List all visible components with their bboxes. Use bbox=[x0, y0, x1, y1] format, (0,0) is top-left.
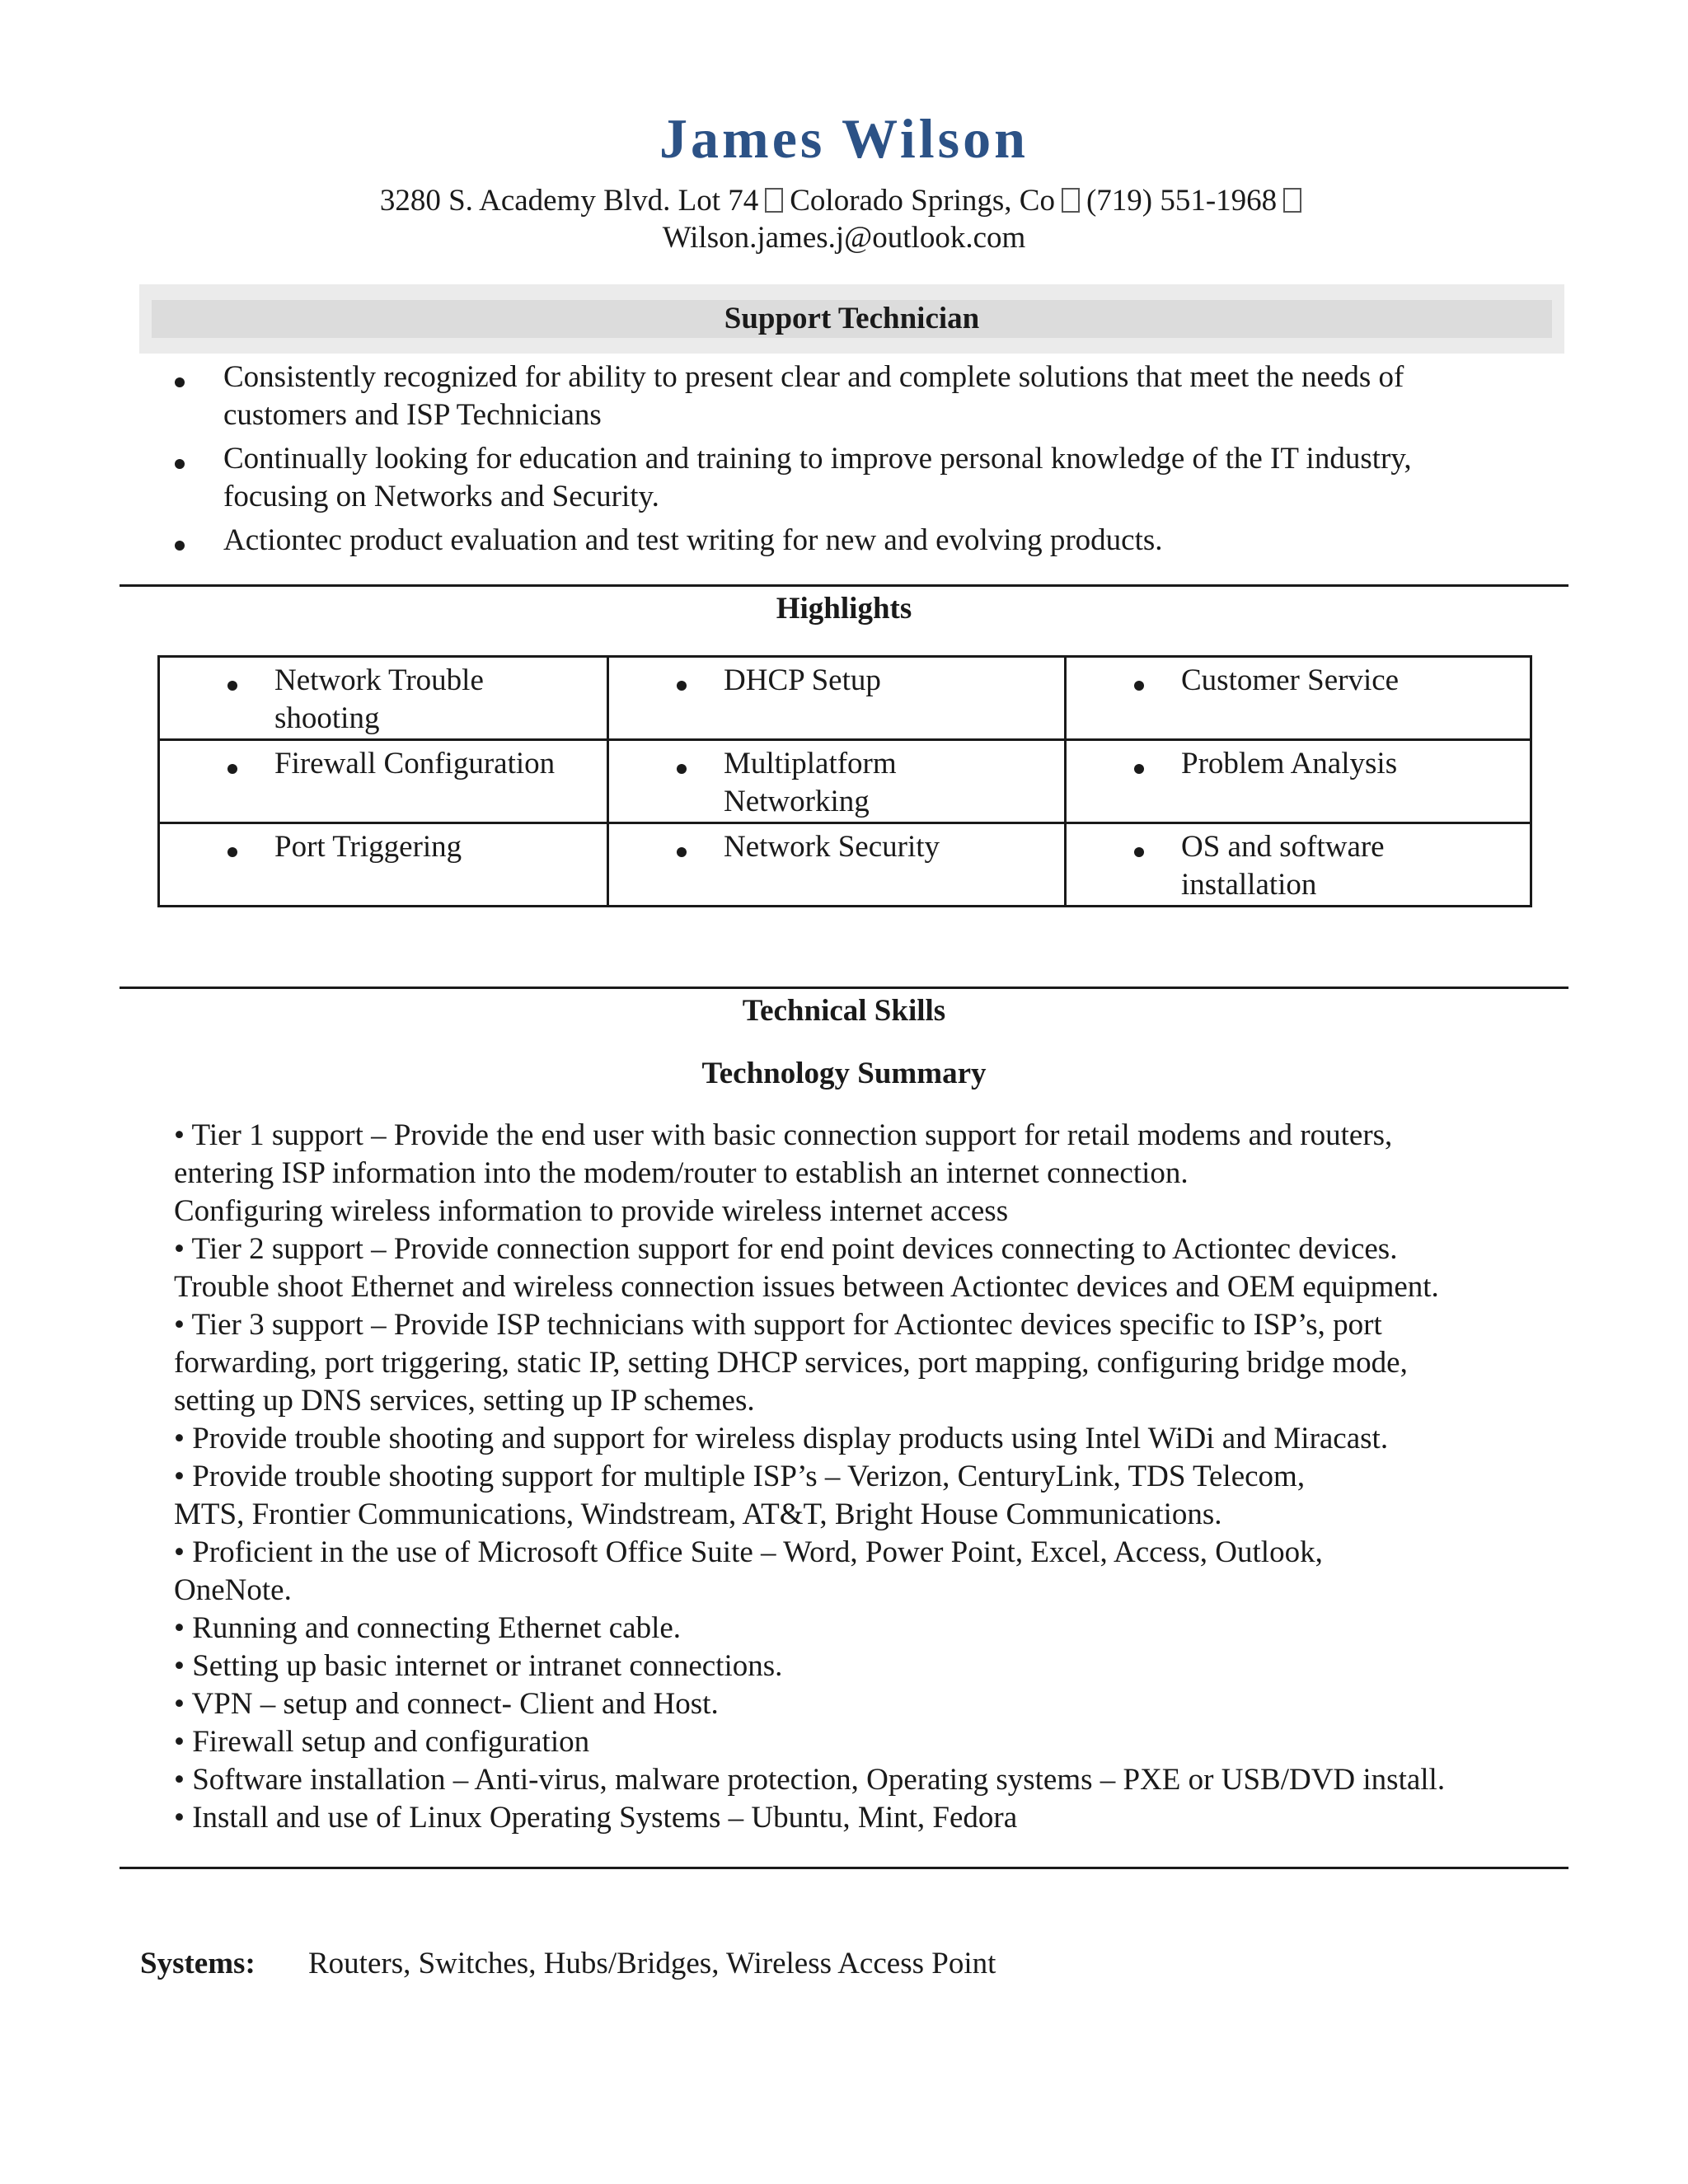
job-title-band bbox=[139, 284, 1564, 354]
table-cell bbox=[159, 740, 608, 823]
highlight-item: Multiplatform Networking bbox=[609, 745, 1064, 821]
divider bbox=[120, 987, 1568, 989]
highlight-item: Network Trouble shooting bbox=[160, 662, 607, 738]
systems-row bbox=[140, 1945, 996, 1983]
highlight-item: Firewall Configuration bbox=[160, 745, 607, 783]
summary-list bbox=[169, 359, 1504, 565]
systems-label: Systems: bbox=[140, 1947, 256, 1980]
highlight-item: Port Triggering bbox=[160, 828, 607, 866]
skill-line: • Provide trouble shooting and support for wireless display products using Intel WiDi and Miracast. bbox=[174, 1422, 1389, 1455]
skill-line: • Tier 3 support – Provide ISP technicians with support for Actiontec devices specific to ISP’s, port bbox=[174, 1308, 1382, 1342]
table-cell bbox=[1066, 657, 1531, 740]
skill-line: • Tier 1 support – Provide the end user with basic connection support for retail modems and routers, bbox=[174, 1118, 1393, 1152]
table-cell bbox=[159, 823, 608, 907]
divider bbox=[120, 1867, 1568, 1869]
separator-icon bbox=[765, 188, 783, 213]
skills-list bbox=[174, 1117, 1559, 1837]
technical-skills-heading: Technical Skills bbox=[742, 994, 946, 1028]
skill-line: Configuring wireless information to provide wireless internet access bbox=[174, 1194, 1009, 1228]
highlight-item: Problem Analysis bbox=[1067, 745, 1530, 783]
table-row bbox=[159, 823, 1531, 907]
skill-line: • Tier 2 support – Provide connection support for end point devices connecting to Actiontec devices. bbox=[174, 1232, 1398, 1266]
table-cell bbox=[1066, 823, 1531, 907]
highlights-heading: Highlights bbox=[776, 592, 912, 626]
highlight-item: Network Security bbox=[609, 828, 1064, 866]
table-row bbox=[159, 657, 1531, 740]
email: Wilson.james.j@outlook.com bbox=[662, 221, 1026, 255]
skill-line: • Running and connecting Ethernet cable. bbox=[174, 1611, 682, 1645]
skill-line: • VPN – setup and connect- Client and Host. bbox=[174, 1687, 719, 1721]
table-row bbox=[159, 740, 1531, 823]
skill-line: • Proficient in the use of Microsoft Office Suite – Word, Power Point, Excel, Access, Outlook, bbox=[174, 1535, 1323, 1569]
systems-value: Routers, Switches, Hubs/Bridges, Wireless Access Point bbox=[308, 1947, 996, 1980]
candidate-name: James Wilson bbox=[659, 107, 1029, 170]
address: 3280 S. Academy Blvd. Lot 74 bbox=[379, 184, 759, 218]
contact-line bbox=[0, 182, 1688, 220]
skill-line: entering ISP information into the modem/router to establish an internet connection. bbox=[174, 1156, 1189, 1190]
summary-item: Consistently recognized for ability to present clear and complete solutions that meet the needs of customers and ISP Technicians bbox=[169, 359, 1504, 434]
table-cell bbox=[608, 657, 1066, 740]
separator-icon bbox=[1283, 188, 1301, 213]
phone: (719) 551-1968 bbox=[1085, 184, 1278, 218]
summary-item: Actiontec product evaluation and test writing for new and evolving products. bbox=[169, 522, 1504, 560]
table-cell bbox=[608, 823, 1066, 907]
skill-line: • Provide trouble shooting support for multiple ISP’s – Verizon, CenturyLink, TDS Telecom, bbox=[174, 1460, 1306, 1493]
separator-icon bbox=[1062, 188, 1080, 213]
technology-summary-heading: Technology Summary bbox=[701, 1057, 987, 1090]
skill-line: • Install and use of Linux Operating Systems – Ubuntu, Mint, Fedora bbox=[174, 1801, 1018, 1835]
skill-line: OneNote. bbox=[174, 1573, 292, 1607]
job-title: Support Technician bbox=[152, 300, 1552, 338]
highlight-item: Customer Service bbox=[1067, 662, 1530, 700]
skill-line: • Software installation – Anti-virus, malware protection, Operating systems – PXE or USB/DVD install. bbox=[174, 1763, 1446, 1797]
skill-line: forwarding, port triggering, static IP, setting DHCP services, port mapping, configuring bridge mode, bbox=[174, 1346, 1408, 1380]
table-cell bbox=[1066, 740, 1531, 823]
skill-line: • Setting up basic internet or intranet connections. bbox=[174, 1649, 783, 1683]
divider bbox=[120, 584, 1568, 587]
table-cell bbox=[159, 657, 608, 740]
skill-line: setting up DNS services, setting up IP schemes. bbox=[174, 1384, 755, 1418]
city: Colorado Springs, Co bbox=[790, 184, 1055, 218]
highlights-table bbox=[157, 655, 1532, 907]
skill-line: • Firewall setup and configuration bbox=[174, 1725, 590, 1759]
highlight-item: OS and software installation bbox=[1067, 828, 1530, 904]
table-cell bbox=[608, 740, 1066, 823]
skill-line: MTS, Frontier Communications, Windstream, AT&T, Bright House Communications. bbox=[174, 1497, 1222, 1531]
highlight-item: DHCP Setup bbox=[609, 662, 1064, 700]
skill-line: Trouble shoot Ethernet and wireless connection issues between Actiontec devices and OEM equipment. bbox=[174, 1270, 1439, 1304]
summary-item: Continually looking for education and training to improve personal knowledge of the IT industry, focusing on Networks and Security. bbox=[169, 440, 1504, 516]
